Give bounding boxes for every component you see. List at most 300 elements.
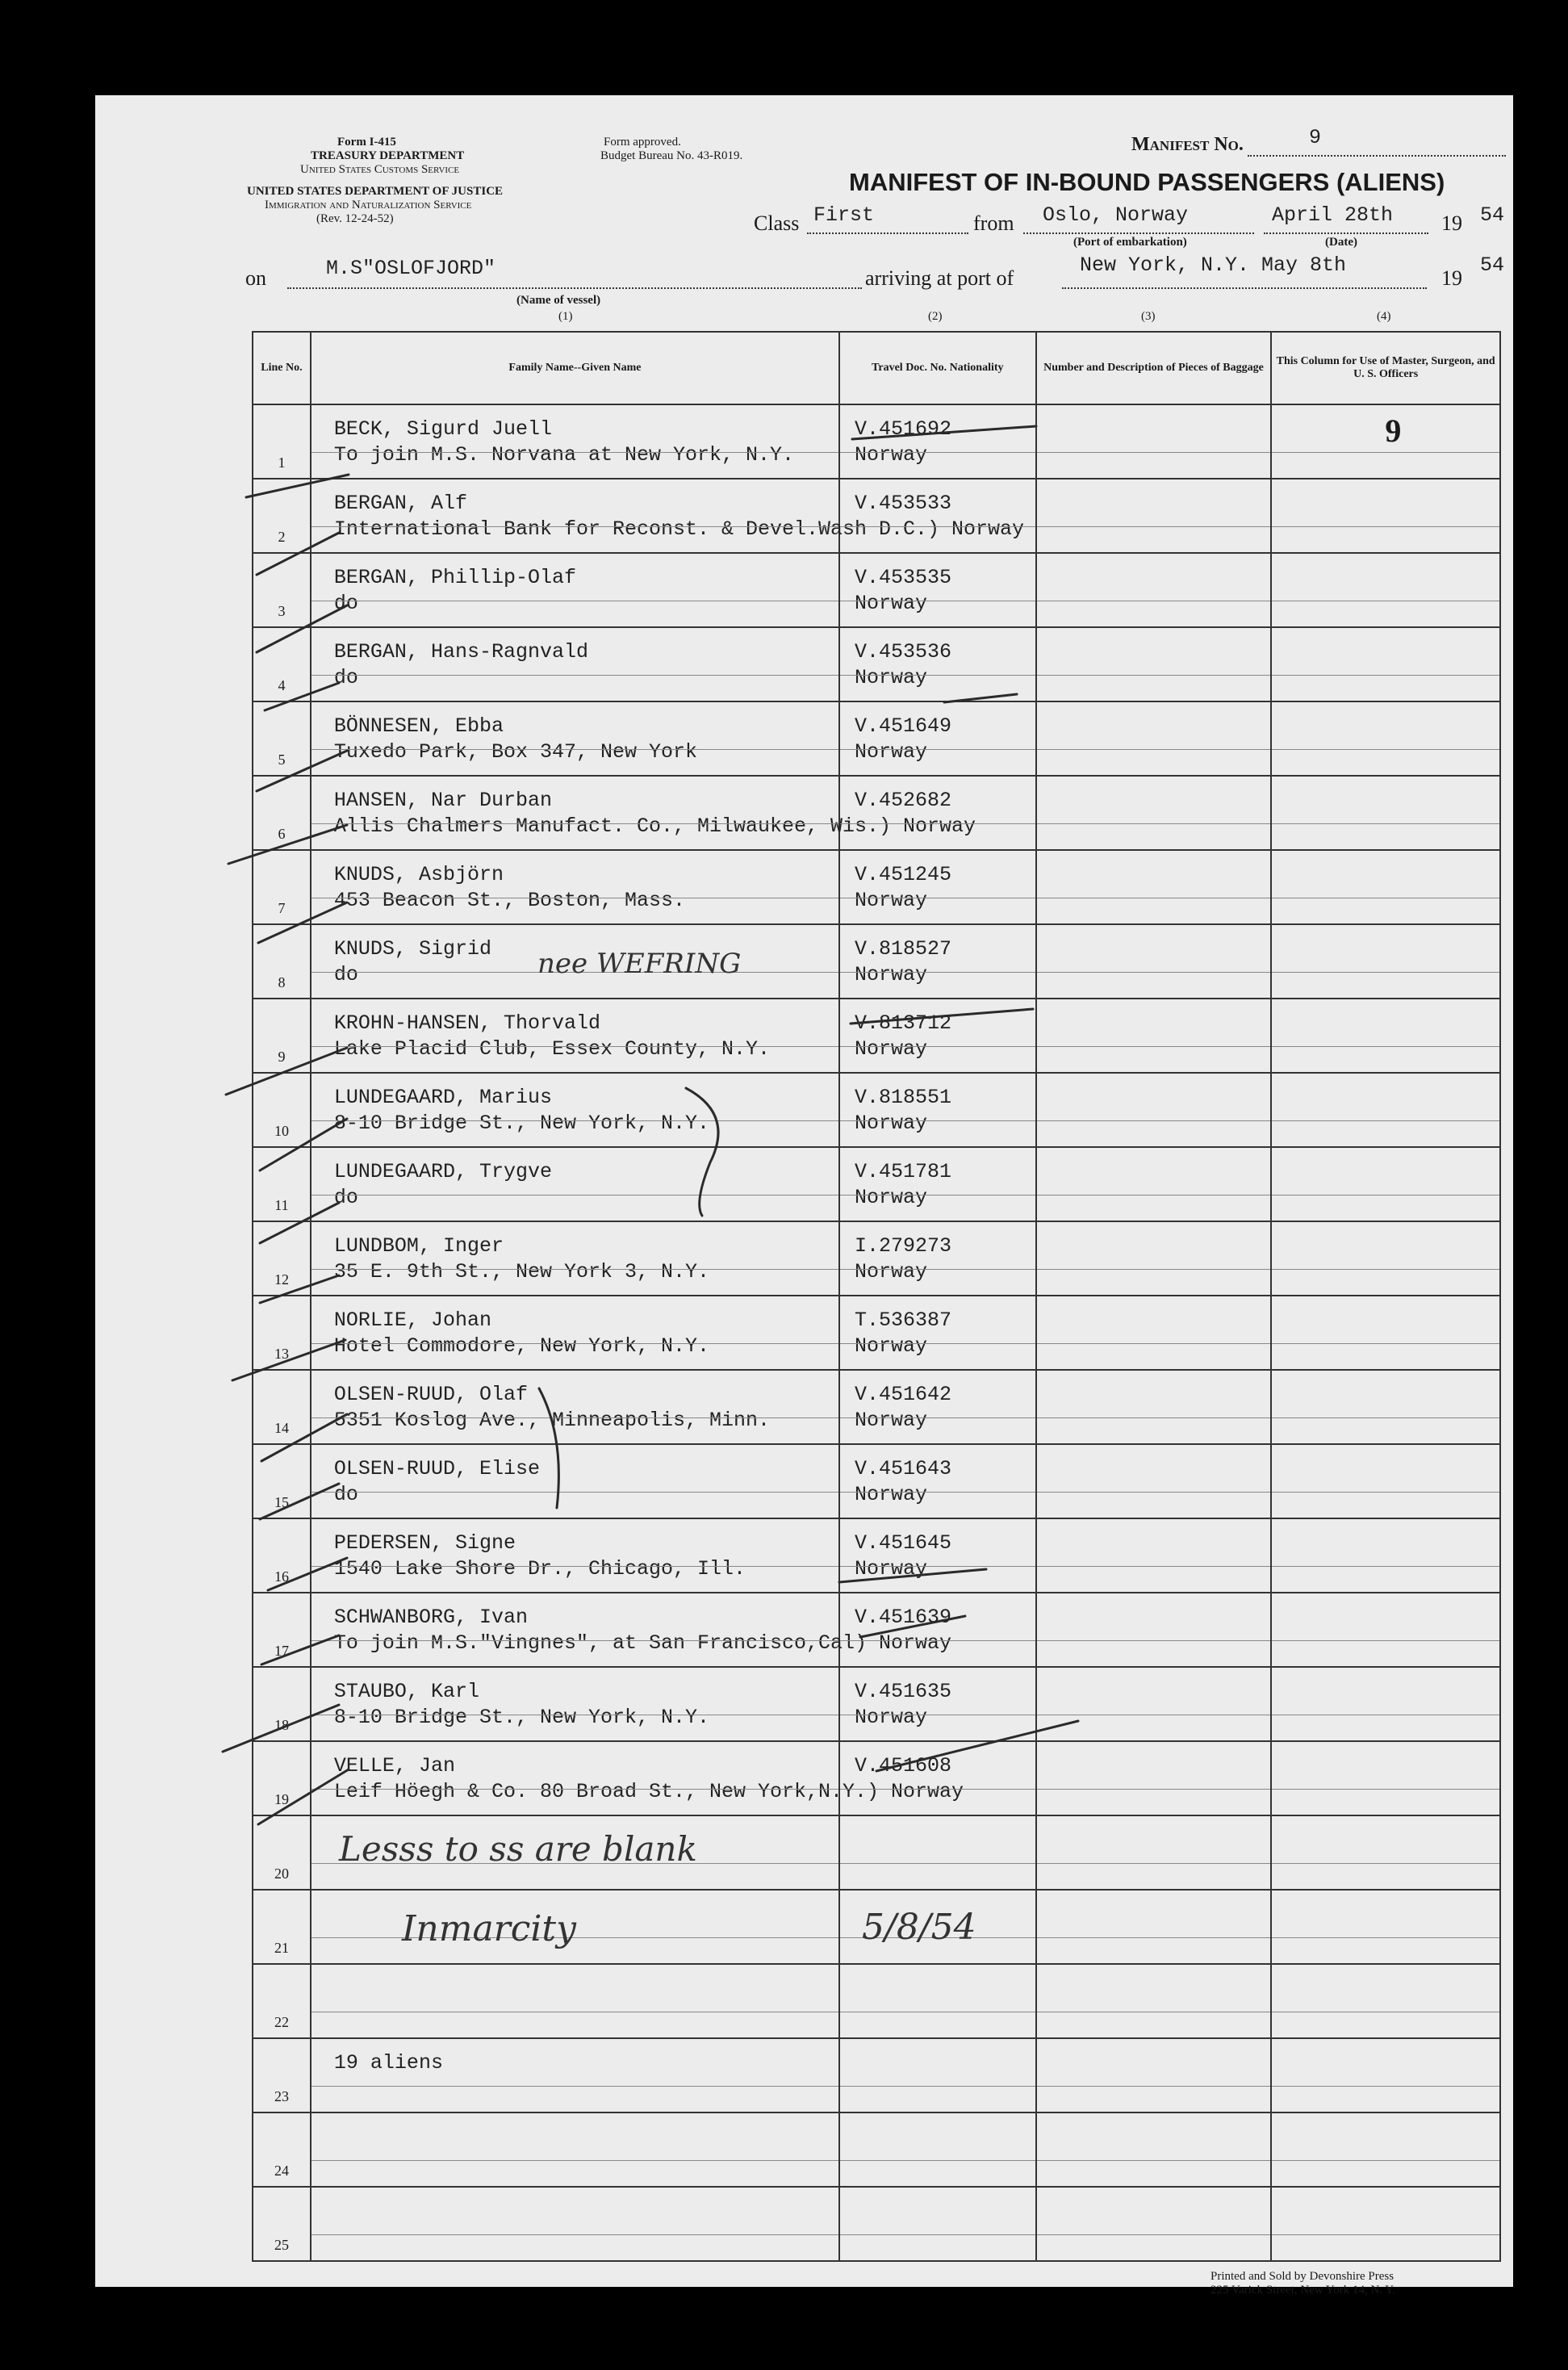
ruled-line: [1272, 2160, 1499, 2161]
line-no-cell: [253, 2187, 311, 2261]
officer-cell: [1271, 999, 1500, 1073]
doc-cell: [839, 1147, 1036, 1221]
ruled-line: [312, 1789, 838, 1790]
travel-doc-entry: [855, 491, 951, 517]
travel-doc-number: V.451781: [854, 1160, 951, 1183]
travel-doc-number: T.536387: [854, 1309, 951, 1332]
ruled-line: [312, 1120, 838, 1121]
doc-cell: [839, 2187, 1036, 2261]
travel-doc-entry: [855, 1233, 951, 1285]
passenger-address: Lake Placid Club, Essex County, N.Y.: [333, 1037, 771, 1061]
travel-doc-entry: [855, 1382, 951, 1434]
travel-doc-number: V.453533: [854, 492, 951, 515]
passenger-address: 1540 Lake Shore Dr., Chicago, Ill.: [333, 1557, 746, 1581]
officer-cell: [1271, 479, 1500, 553]
officer-cell: [1271, 1593, 1500, 1667]
ruled-line: [1272, 2234, 1499, 2235]
name-cell: [311, 2112, 839, 2187]
ruled-line: [312, 526, 838, 527]
officer-cell: [1271, 1518, 1500, 1593]
col-3-label: (3): [1141, 310, 1156, 323]
from-line: [1023, 232, 1254, 234]
year-value: 54: [1480, 203, 1505, 227]
officer-cell: [1271, 1444, 1500, 1518]
passenger-entry: [334, 1159, 552, 1211]
travel-doc-number: V.818551: [854, 1086, 951, 1109]
ruled-line: [1037, 1789, 1271, 1790]
passenger-name: BERGAN, Hans-Ragnvald: [333, 640, 588, 664]
ruled-line: [312, 1640, 838, 1641]
doc-cell: [839, 1815, 1036, 1890]
header-baggage: Number and Description of Pieces of Baggage: [1036, 332, 1272, 404]
table-row: [253, 1741, 1500, 1815]
ruled-line: [840, 1417, 1035, 1418]
class-line: [807, 232, 968, 234]
name-cell: [311, 1073, 839, 1147]
line-number: 7: [278, 900, 286, 916]
table-row: [253, 627, 1500, 701]
ruled-line: [1037, 1417, 1271, 1418]
arriving-line: [1062, 287, 1427, 289]
officer-cell: [1271, 1073, 1500, 1147]
nationality: Norway: [854, 1112, 927, 1135]
passenger-address: Allis Chalmers Manufact. Co., Milwaukee, Wis.) Norway: [333, 814, 976, 838]
col-1-label: (1): [558, 310, 573, 323]
col-2-label: (2): [928, 310, 943, 323]
ruled-line: [1037, 1640, 1271, 1641]
passenger-name: BERGAN, Alf: [333, 492, 467, 515]
passenger-address: do: [333, 1186, 358, 1209]
doc-cell: [839, 701, 1036, 776]
passenger-name: BERGAN, Phillip-Olaf: [333, 566, 576, 589]
ruled-line: [1272, 675, 1499, 676]
ruled-line: [840, 1492, 1035, 1493]
table-row: [253, 2112, 1500, 2187]
treasury-label: TREASURY DEPARTMENT: [311, 149, 465, 162]
travel-doc-entry: [855, 1679, 951, 1731]
name-cell: [311, 404, 839, 479]
travel-doc-entry: [855, 788, 951, 814]
line-number: 10: [274, 1123, 289, 1139]
line-number: 13: [274, 1346, 289, 1362]
passenger-name: SCHWANBORG, Ivan: [333, 1606, 528, 1629]
nationality: Norway: [854, 1037, 927, 1061]
travel-doc-entry: [855, 1753, 951, 1779]
passenger-address: Tuxedo Park, Box 347, New York: [333, 740, 697, 764]
ruled-line: [840, 749, 1035, 750]
passenger-name: KNUDS, Sigrid: [333, 937, 491, 961]
officer-cell: [1271, 924, 1500, 999]
doc-cell: [839, 999, 1036, 1073]
ruled-line: [312, 1046, 838, 1047]
ruled-line: [1272, 1640, 1499, 1641]
officer-cell: [1271, 776, 1500, 850]
ruled-line: [840, 1863, 1035, 1864]
baggage-cell: [1036, 924, 1272, 999]
ruled-line: [1037, 1937, 1271, 1938]
line-number: 2: [278, 529, 286, 545]
baggage-cell: [1036, 1667, 1272, 1741]
doc-cell: [839, 1964, 1036, 2038]
ruled-line: [840, 1566, 1035, 1567]
travel-doc-entry: [855, 1530, 951, 1582]
officer-cell: [1271, 404, 1500, 479]
line-no-cell: [253, 479, 311, 553]
travel-doc-number: V.453536: [854, 640, 951, 664]
line-no-cell: [253, 2112, 311, 2187]
handwritten-remark-1: Lesss to ss are blank: [339, 1829, 697, 1869]
passenger-name: VELLE, Jan: [333, 1754, 455, 1778]
passenger-name: NORLIE, Johan: [333, 1309, 491, 1332]
line-number: 19: [274, 1791, 289, 1807]
ruled-line: [1272, 1789, 1499, 1790]
table-row: [253, 404, 1500, 479]
passenger-name: HANSEN, Nar Durban: [333, 789, 552, 812]
printer-address: 225 Varick Street, New York 14, N. Y.: [1210, 2284, 1395, 2297]
passenger-entry: [334, 862, 685, 914]
class-label: Class: [754, 211, 800, 235]
ruled-line: [1272, 526, 1499, 527]
passenger-entry: [334, 1679, 709, 1731]
vessel-line: [287, 287, 862, 289]
form-approved: Form approved.: [604, 136, 681, 149]
passenger-name: LUNDEGAARD, Trygve: [333, 1160, 552, 1183]
passenger-name: KROHN-HANSEN, Thorvald: [333, 1011, 600, 1035]
ruled-line: [840, 1120, 1035, 1121]
line-number: 5: [278, 752, 286, 768]
ruled-line: [312, 1566, 838, 1567]
travel-doc-entry: [855, 1011, 951, 1062]
printer-name: Printed and Sold by Devonshire Press: [1210, 2270, 1394, 2283]
ruled-line: [1037, 1343, 1271, 1344]
arriving-value: New York, N.Y. May 8th: [1080, 253, 1347, 277]
travel-doc-number: V.451692: [854, 417, 951, 441]
ruled-line: [1037, 749, 1271, 750]
line-no-cell: [253, 999, 311, 1073]
travel-doc-entry: [855, 1308, 951, 1359]
travel-doc-entry: [855, 1456, 951, 1508]
line-number: 9: [278, 1049, 286, 1065]
ruled-line: [1272, 1417, 1499, 1418]
ruled-line: [312, 675, 838, 676]
doc-cell: [839, 1741, 1036, 1815]
year2-prefix: 19: [1441, 266, 1462, 290]
passenger-address: International Bank for Reconst. & Devel.Wash D.C.) Norway: [333, 517, 1025, 541]
table-row: [253, 2187, 1500, 2261]
line-no-cell: [253, 627, 311, 701]
line-number: 1: [278, 454, 286, 471]
passenger-entry: [334, 1456, 540, 1508]
doc-cell: [839, 2038, 1036, 2112]
doc-cell: [839, 1370, 1036, 1444]
doc-cell: [839, 1593, 1036, 1667]
ruled-line: [1037, 823, 1271, 824]
line-no-cell: [253, 1296, 311, 1370]
header-name: Family Name--Given Name: [311, 332, 839, 404]
ruled-line: [312, 452, 838, 453]
travel-doc-number: I.279273: [854, 1234, 951, 1258]
class-value: First: [813, 203, 875, 227]
officer-cell: [1271, 701, 1500, 776]
name-cell: [311, 850, 839, 924]
manifest-no-value: 9: [1309, 126, 1322, 149]
ruled-line: [1037, 1269, 1271, 1270]
date-value: April 28th: [1272, 203, 1394, 227]
line-number: 3: [278, 603, 286, 619]
line-no-cell: [253, 1444, 311, 1518]
line-number: 20: [274, 1865, 289, 1882]
ins-label: Immigration and Naturalization Service: [265, 199, 472, 211]
baggage-cell: [1036, 999, 1272, 1073]
date-line: [1264, 232, 1428, 234]
name-cell: [311, 1667, 839, 1741]
ruled-line: [1037, 452, 1271, 453]
ruled-line: [1037, 526, 1271, 527]
line-number: 12: [274, 1271, 289, 1288]
line-no-cell: [253, 1073, 311, 1147]
nationality: Norway: [854, 1186, 927, 1209]
doc-cell: [839, 2112, 1036, 2187]
nationality: Norway: [854, 1483, 927, 1506]
passenger-address: To join M.S."Vingnes", at San Francisco,Cal) Norway: [333, 1631, 952, 1655]
baggage-cell: [1036, 1741, 1272, 1815]
officer-cell: [1271, 1221, 1500, 1296]
handwritten-remark-2: Inmarcity: [402, 1908, 576, 1949]
doc-cell: [839, 553, 1036, 627]
passenger-name: BÖNNESEN, Ebba: [333, 714, 504, 738]
officer-cell: [1271, 1964, 1500, 2038]
nationality: Norway: [854, 1260, 927, 1283]
name-cell: [311, 1444, 839, 1518]
officer-cell: [1271, 850, 1500, 924]
ruled-line: [840, 2234, 1035, 2235]
header-doc: Travel Doc. No. Nationality: [839, 332, 1036, 404]
ruled-line: [312, 2234, 838, 2235]
ruled-line: [312, 2160, 838, 2161]
vessel-value: M.S"OSLOFJORD": [326, 257, 496, 280]
name-cell: [311, 553, 839, 627]
officer-cell: [1271, 2187, 1500, 2261]
table-row: [253, 850, 1500, 924]
doc-cell: [839, 479, 1036, 553]
passenger-entry: [334, 936, 491, 988]
name-cell: [311, 2187, 839, 2261]
baggage-cell: [1036, 850, 1272, 924]
ruled-line: [312, 823, 838, 824]
name-cell: [311, 701, 839, 776]
passenger-entry: [334, 1233, 709, 1285]
arriving-label: arriving at port of: [865, 266, 1014, 290]
line-no-cell: [253, 850, 311, 924]
ruled-line: [1037, 972, 1271, 973]
manifest-no-label: Manifest No.: [1131, 134, 1244, 155]
table-row: [253, 1370, 1500, 1444]
baggage-cell: [1036, 1815, 1272, 1890]
baggage-cell: [1036, 2038, 1272, 2112]
ruled-line: [1037, 2234, 1271, 2235]
line-number: 4: [278, 677, 286, 693]
doc-cell: [839, 924, 1036, 999]
ruled-line: [1272, 1863, 1499, 1864]
on-label: on: [245, 266, 266, 290]
line-no-cell: [253, 404, 311, 479]
passenger-address: To join M.S. Norvana at New York, N.Y.: [333, 443, 795, 467]
table-row: [253, 1518, 1500, 1593]
passenger-address: Leif Höegh & Co. 80 Broad St., New York,N.Y.) Norway: [333, 1780, 964, 1803]
baggage-cell: [1036, 1147, 1272, 1221]
table-row: [253, 1667, 1500, 1741]
revision-label: (Rev. 12-24-52): [316, 212, 394, 225]
travel-doc-number: V.451643: [854, 1457, 951, 1480]
passenger-entry: [334, 565, 576, 617]
port-embarkation-label: (Port of embarkation): [1073, 236, 1187, 249]
table-row: [253, 1444, 1500, 1518]
vessel-label: (Name of vessel): [516, 294, 601, 307]
line-no-cell: [253, 1667, 311, 1741]
line-no-cell: [253, 2038, 311, 2112]
nationality: Norway: [854, 443, 927, 467]
ruled-line: [1037, 2086, 1271, 2087]
name-cell: [311, 1296, 839, 1370]
ruled-line: [1272, 1566, 1499, 1567]
travel-doc-number: V.451608: [854, 1754, 951, 1778]
officer-cell: [1271, 1667, 1500, 1741]
line-no-cell: [253, 1370, 311, 1444]
doc-cell: [839, 627, 1036, 701]
name-cell: [311, 627, 839, 701]
ruled-line: [1272, 749, 1499, 750]
doc-cell: [839, 1296, 1036, 1370]
table-row: [253, 1593, 1500, 1667]
officer-cell: [1271, 1741, 1500, 1815]
nationality: Norway: [854, 666, 927, 689]
doc-cell: [839, 404, 1036, 479]
passenger-entry: [334, 639, 588, 691]
line-number: 15: [274, 1494, 289, 1510]
baggage-cell: [1036, 1444, 1272, 1518]
officer-cell: [1271, 1890, 1500, 1964]
line-number: 24: [274, 2163, 289, 2179]
baggage-cell: [1036, 776, 1272, 850]
line-number: 14: [274, 1420, 289, 1436]
from-value: Oslo, Norway: [1043, 203, 1189, 227]
ruled-line: [840, 823, 1035, 824]
manifest-no-line: [1248, 155, 1506, 157]
line-no-cell: [253, 1518, 311, 1593]
passenger-entry: [334, 417, 794, 468]
name-cell: [311, 1964, 839, 2038]
ruled-line: [1272, 2086, 1499, 2087]
line-number: 16: [274, 1568, 289, 1585]
travel-doc-entry: [855, 714, 951, 765]
passenger-name: OLSEN-RUUD, Elise: [333, 1457, 540, 1480]
table-row: [253, 479, 1500, 553]
table-row: [253, 999, 1500, 1073]
line-no-cell: [253, 1964, 311, 2038]
ruled-line: [312, 749, 838, 750]
line-number: 17: [274, 1643, 289, 1659]
ruled-line: [1037, 1492, 1271, 1493]
line-no-cell: [253, 701, 311, 776]
ruled-line: [840, 1046, 1035, 1047]
line-no-cell: [253, 553, 311, 627]
date-label: (Date): [1325, 236, 1357, 249]
customs-label: United States Customs Service: [300, 163, 460, 176]
nationality: Norway: [854, 963, 927, 986]
ruled-line: [840, 972, 1035, 973]
baggage-cell: [1036, 2187, 1272, 2261]
table-row: [253, 701, 1500, 776]
ruled-line: [1272, 452, 1499, 453]
ruled-line: [1272, 1269, 1499, 1270]
col-4-label: (4): [1377, 310, 1391, 323]
table-row: [253, 553, 1500, 627]
table-row: [253, 776, 1500, 850]
travel-doc-number: V.451245: [854, 863, 951, 886]
ruled-line: [1037, 1120, 1271, 1121]
ruled-line: [1272, 1343, 1499, 1344]
travel-doc-entry: [855, 1085, 951, 1137]
line-no-cell: [253, 776, 311, 850]
travel-doc-number: V.818527: [854, 937, 951, 961]
passenger-address: do: [333, 963, 358, 986]
baggage-cell: [1036, 2112, 1272, 2187]
manifest-table: [252, 331, 1501, 2262]
nationality: Norway: [854, 889, 927, 912]
passenger-name: PEDERSEN, Signe: [333, 1531, 516, 1555]
doc-cell: [839, 1667, 1036, 1741]
baggage-cell: [1036, 553, 1272, 627]
nationality: Norway: [854, 1557, 927, 1581]
ruled-line: [1037, 2160, 1271, 2161]
ruled-line: [312, 1269, 838, 1270]
travel-doc-entry: [855, 417, 951, 468]
ruled-line: [312, 2086, 838, 2087]
ruled-line: [840, 526, 1035, 527]
line-number: 6: [278, 826, 286, 842]
form-number: Form I-415: [337, 136, 396, 149]
ruled-line: [1272, 823, 1499, 824]
line-no-cell: [253, 1741, 311, 1815]
officer-cell: [1271, 2038, 1500, 2112]
officer-cell: [1271, 553, 1500, 627]
nationality: Norway: [854, 1334, 927, 1358]
name-cell: [311, 1370, 839, 1444]
ruled-line: [840, 1343, 1035, 1344]
baggage-cell: [1036, 627, 1272, 701]
passenger-entry: [334, 1085, 709, 1137]
baggage-cell: [1036, 701, 1272, 776]
passenger-name: KNUDS, Asbjörn: [333, 863, 504, 886]
doc-cell: [839, 850, 1036, 924]
ruled-line: [1272, 1937, 1499, 1938]
officer-cell: [1271, 1370, 1500, 1444]
ruled-line: [840, 1789, 1035, 1790]
passenger-entry: [334, 1308, 709, 1359]
ruled-line: [1272, 1046, 1499, 1047]
nationality: Norway: [854, 740, 927, 764]
line-number: 23: [274, 2088, 289, 2104]
year2-value: 54: [1480, 253, 1505, 277]
table-row: [253, 2038, 1500, 2112]
ruled-line: [840, 452, 1035, 453]
ruled-line: [840, 2160, 1035, 2161]
line-number: 25: [274, 2237, 289, 2253]
travel-doc-number: V.451645: [854, 1531, 951, 1555]
passenger-name: STAUBO, Karl: [333, 1680, 479, 1703]
travel-doc-entry: [855, 936, 951, 988]
ruled-line: [840, 2086, 1035, 2087]
